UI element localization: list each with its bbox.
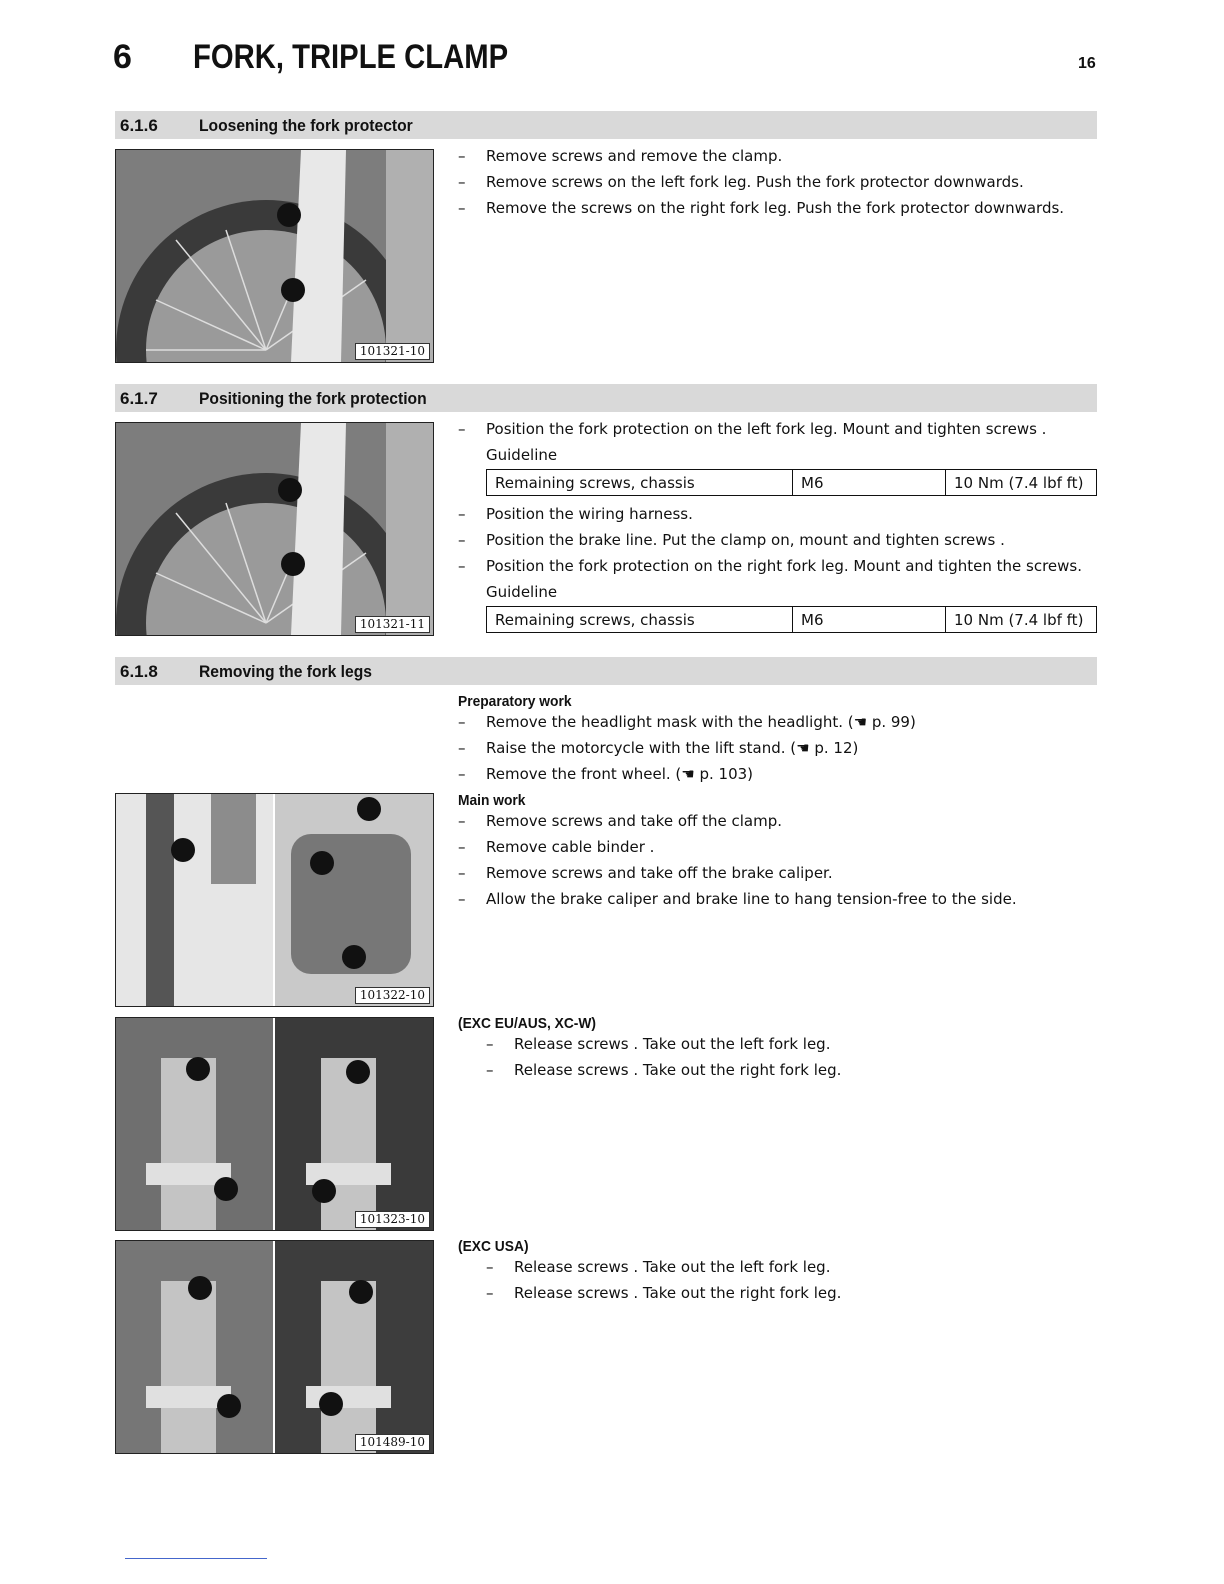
caliper-photo-illustration xyxy=(116,794,433,1006)
spec-table xyxy=(486,469,1097,496)
spec-cell: Remaining screws, chassis xyxy=(487,607,793,633)
step-text: Release screws . Take out the left fork leg. xyxy=(514,1035,831,1053)
step-text: Allow the brake caliper and brake line to hang tension-free to the side. xyxy=(486,890,1017,908)
dash: – xyxy=(458,864,466,882)
dash: – xyxy=(458,199,466,217)
footer-rule xyxy=(125,1558,267,1559)
step-text[interactable]: Remove the front wheel. (☚ p. 103) xyxy=(486,765,754,783)
dash: – xyxy=(458,713,466,731)
guideline-label: Guideline xyxy=(486,446,558,464)
spec-row xyxy=(487,470,1097,496)
dash: – xyxy=(458,838,466,856)
figure-id: 101321-11 xyxy=(355,616,430,633)
page-number: 16 xyxy=(1078,55,1096,72)
step-text[interactable]: Remove the headlight mask with the headlight. (☚ p. 99) xyxy=(486,713,916,731)
spec-cell: 10 Nm (7.4 lbf ft) xyxy=(946,470,1097,496)
chapter-title: FORK, TRIPLE CLAMP xyxy=(193,38,509,76)
step-text: Remove screws on the left fork leg. Push the fork protector downwards. xyxy=(486,173,1024,191)
dash: – xyxy=(458,505,466,523)
section-number: 6.1.6 xyxy=(120,116,158,135)
variant-heading-usa: (EXC USA) xyxy=(458,1238,529,1255)
figure-fork-legs-3 xyxy=(115,1240,434,1454)
step-text: Release screws . Take out the left fork leg. xyxy=(514,1258,831,1276)
wheel-photo-illustration xyxy=(116,150,433,362)
dash: – xyxy=(458,557,466,575)
step-text: Position the wiring harness. xyxy=(486,505,693,523)
section-header-616 xyxy=(115,111,1097,139)
section-header-617 xyxy=(115,384,1097,412)
triple-clamp-photo-illustration xyxy=(116,1018,433,1230)
dash: – xyxy=(486,1061,494,1079)
step-text: Release screws . Take out the right fork leg. xyxy=(514,1061,842,1079)
figure-id: 101321-10 xyxy=(355,343,430,360)
step-text: Position the brake line. Put the clamp on, mount and tighten screws . xyxy=(486,531,1005,549)
section-header-618 xyxy=(115,657,1097,685)
spec-cell: Remaining screws, chassis xyxy=(487,470,793,496)
section-title: Removing the fork legs xyxy=(199,662,372,681)
step-text: Position the fork protection on the right fork leg. Mount and tighten the screws. xyxy=(486,557,1083,575)
step-text: Remove screws and take off the brake caliper. xyxy=(486,864,833,882)
dash: – xyxy=(486,1284,494,1302)
dash: – xyxy=(458,173,466,191)
step-text[interactable]: Raise the motorcycle with the lift stand. (☚ p. 12) xyxy=(486,739,859,757)
step-text: Remove the screws on the right fork leg. Push the fork protector downwards. xyxy=(486,199,1065,217)
step-text: Position the fork protection on the left fork leg. Mount and tighten screws . xyxy=(486,420,1047,438)
step-text: Release screws . Take out the right fork leg. xyxy=(514,1284,842,1302)
figure-fork-legs-1 xyxy=(115,793,434,1007)
chapter-number: 6 xyxy=(113,38,133,76)
dash: – xyxy=(458,531,466,549)
dash: – xyxy=(458,420,466,438)
figure-fork-legs-2 xyxy=(115,1017,434,1231)
spec-cell: M6 xyxy=(793,607,946,633)
dash: – xyxy=(458,147,466,165)
section-title: Loosening the fork protector xyxy=(199,116,413,135)
spec-row xyxy=(487,607,1097,633)
dash: – xyxy=(458,739,466,757)
step-text: Remove screws and take off the clamp. xyxy=(486,812,783,830)
section-number: 6.1.7 xyxy=(120,389,158,408)
section-title: Positioning the fork protection xyxy=(199,389,427,408)
wheel-photo-illustration xyxy=(116,423,433,635)
figure-id: 101322-10 xyxy=(355,987,430,1004)
figure-id: 101489-10 xyxy=(355,1434,430,1451)
main-work-heading: Main work xyxy=(458,792,526,809)
dash: – xyxy=(458,890,466,908)
preparatory-work-heading: Preparatory work xyxy=(458,693,572,710)
spec-cell: M6 xyxy=(793,470,946,496)
dash: – xyxy=(458,765,466,783)
figure-id: 101323-10 xyxy=(355,1211,430,1228)
spec-table xyxy=(486,606,1097,633)
triple-clamp-photo-illustration xyxy=(116,1241,433,1453)
spec-cell: 10 Nm (7.4 lbf ft) xyxy=(946,607,1097,633)
figure-fork-protector-1 xyxy=(115,149,434,363)
guideline-label: Guideline xyxy=(486,583,558,601)
dash: – xyxy=(486,1035,494,1053)
step-text: Remove cable binder . xyxy=(486,838,655,856)
dash: – xyxy=(486,1258,494,1276)
dash: – xyxy=(458,812,466,830)
variant-heading-eu: (EXC EU/AUS, XC-W) xyxy=(458,1015,596,1032)
figure-fork-protection-2 xyxy=(115,422,434,636)
step-text: Remove screws and remove the clamp. xyxy=(486,147,783,165)
section-number: 6.1.8 xyxy=(120,662,158,681)
